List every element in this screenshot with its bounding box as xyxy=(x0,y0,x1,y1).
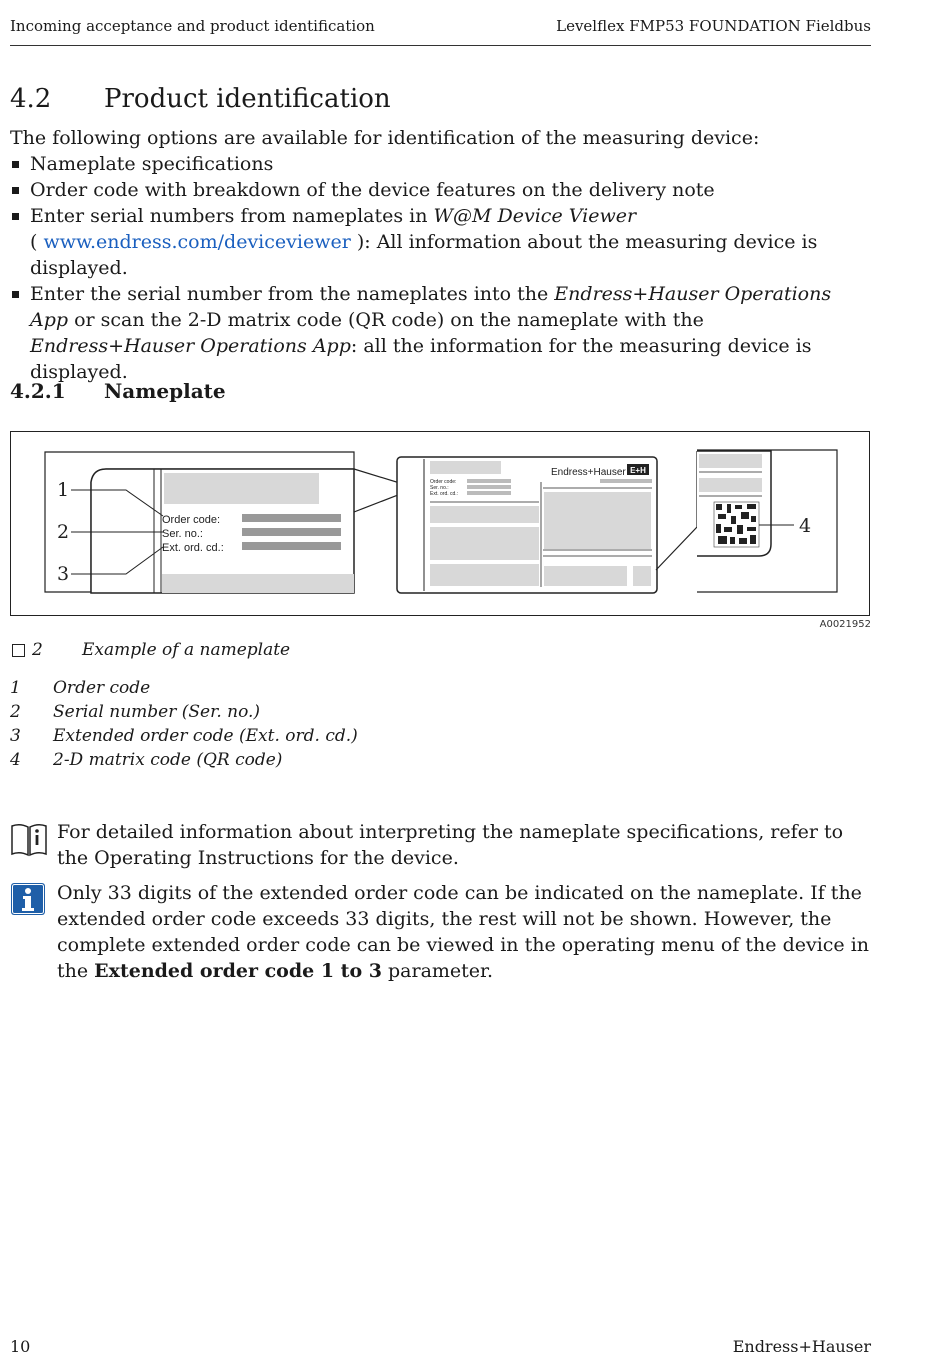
figure-icon xyxy=(12,644,25,657)
section-title: Product identification xyxy=(104,84,391,114)
subsection-number: 4.2.1 xyxy=(10,379,66,403)
brand-mark: E+H xyxy=(630,466,646,475)
caption-text: Example of a nameplate xyxy=(82,640,291,660)
svg-text:Ext. ord. cd.:: Ext. ord. cd.: xyxy=(430,491,459,497)
svg-text:Order code:: Order code: xyxy=(430,479,457,485)
identification-options-list xyxy=(10,151,870,385)
nameplate-illustration xyxy=(11,432,871,617)
header-chapter: Incoming acceptance and product identification xyxy=(10,17,375,35)
device-viewer-link[interactable]: www.endress.com/deviceviewer xyxy=(43,231,351,253)
page-header xyxy=(10,17,871,46)
subsection-title: Nameplate xyxy=(104,379,226,403)
figure-id: A0021952 xyxy=(819,619,871,630)
section-number: 4.2 xyxy=(10,84,52,114)
page-number: 10 xyxy=(10,1337,31,1356)
book-icon xyxy=(10,819,48,857)
field-label-extended-order-code: Ext. ord. cd.: xyxy=(162,542,224,554)
reference-note-text: For detailed information about interpreting the nameplate specifications, refer to the Operating Instructions for the device. xyxy=(57,821,844,869)
field-label-order-code: Order code: xyxy=(162,514,221,526)
qr-code xyxy=(714,502,759,547)
parameter-name: Extended order code 1 to 3 xyxy=(94,960,382,982)
info-note-text: Only 33 digits of the extended order code can be indicated on the nameplate. If the extended order code exceeds 33 digits, the rest will not be shown. However, the complete extended order code can be viewed in the operating menu of the device in the Extended order code 1 to 3 parameter. xyxy=(57,882,870,982)
header-product: Levelflex FMP53 FOUNDATION Fieldbus xyxy=(556,17,871,35)
intro-paragraph: The following options are available for identification of the measuring device: xyxy=(10,127,760,149)
nameplate-figure xyxy=(10,431,870,616)
footer-brand: Endress+Hauser xyxy=(732,1337,871,1356)
brand-name: Endress+Hauser xyxy=(551,467,626,478)
callout-1: 1 xyxy=(57,479,70,501)
callout-2: 2 xyxy=(57,521,70,543)
list-item: Enter the serial number from the nameplates into the Endress+Hauser Operations App or scan the 2-D matrix code (QR code) on the nameplate with the Endress+Hauser Operations App: all the information for the measuring device is displayed. xyxy=(10,281,870,385)
caption-number: 2 xyxy=(32,640,43,660)
callout-3: 3 xyxy=(57,563,70,585)
svg-text:Ser. no.:: Ser. no.: xyxy=(430,485,449,491)
callout-4: 4 xyxy=(799,515,812,537)
list-item: Order code with breakdown of the device features on the delivery note xyxy=(10,177,870,203)
list-item: Enter serial numbers from nameplates in W@M Device Viewer ( www.endress.com/deviceviewer ): All information about the measuring device is displayed. xyxy=(10,203,870,281)
info-icon xyxy=(10,880,46,916)
field-label-serial-number: Ser. no.: xyxy=(162,528,203,540)
list-item: Nameplate specifications xyxy=(10,151,870,177)
